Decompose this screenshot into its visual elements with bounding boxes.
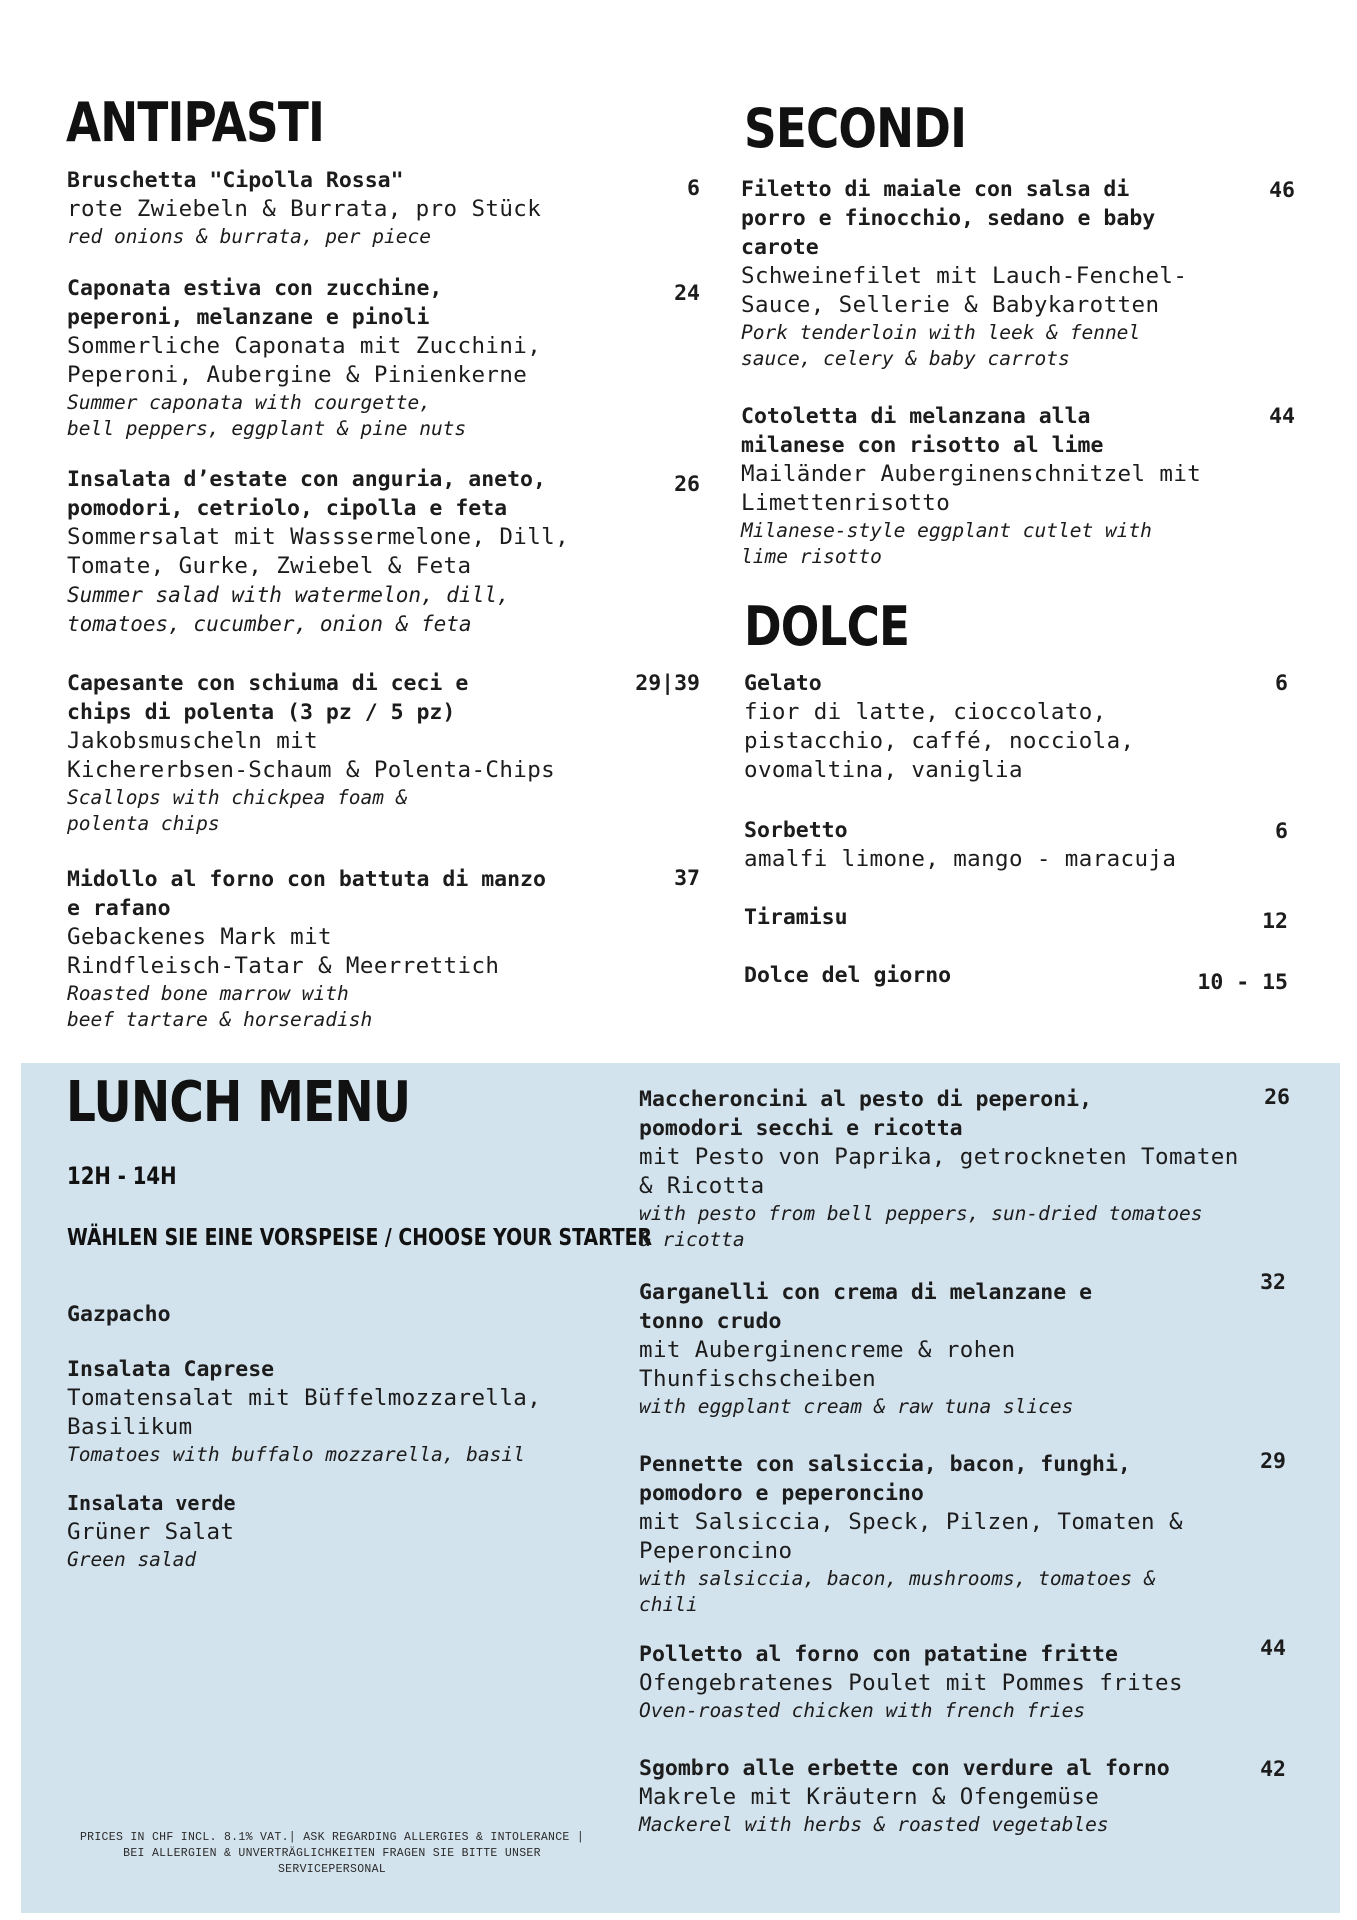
dish-name: Pennette con salsiccia, bacon, funghi, pomodoro e peperoncino: [639, 1452, 1131, 1506]
secondi-heading: SECONDI: [744, 97, 967, 160]
menu-item: [639, 1450, 1279, 1618]
dish-description-en: Green salad: [67, 1548, 197, 1571]
dish-price: 24: [674, 281, 700, 306]
dish-description-en: Mackerel with herbs & roasted vegetables: [639, 1813, 1109, 1836]
dish-price: 37: [674, 866, 700, 891]
dish-description-de: fior di latte, cioccolato, pistacchio, caffé, nocciola, ovomaltina, vaniglia: [744, 699, 1135, 783]
lunch-heading: LUNCH MENU: [66, 1070, 411, 1135]
dish-description-de: rote Zwiebeln & Burrata, pro Stück: [67, 196, 542, 222]
antipasti-heading: ANTIPASTI: [66, 91, 325, 154]
dish-name: Gelato: [744, 671, 822, 696]
dish-description-de: Sommerliche Caponata mit Zucchini, Peperoni, Aubergine & Pinienkerne: [67, 333, 542, 388]
dish-description-de: Makrele mit Kräutern & Ofengemüse: [639, 1784, 1100, 1810]
dish-price: 6: [1275, 671, 1288, 696]
menu-item: [639, 1085, 1279, 1253]
dish-name: Dolce del giorno: [744, 963, 952, 988]
dish-description-en: red onions & burrata, per piece: [67, 225, 431, 248]
dish-name: Cotoletta di melanzana alla milanese con risotto al lime: [741, 404, 1104, 458]
dish-name: Maccheroncini al pesto di peperoni, pomodori secchi e ricotta: [639, 1087, 1093, 1141]
starter-prompt: WÄHLEN SIE EINE VORSPEISE / CHOOSE YOUR STARTER: [67, 1225, 653, 1251]
dish-price: 26: [674, 472, 700, 497]
dish-name: Insalata Caprese: [67, 1357, 275, 1382]
dish-price: 26: [1264, 1085, 1290, 1110]
dish-description-en: Scallops with chickpea foam & polenta chips: [67, 786, 408, 835]
dish-description-en: Summer caponata with courgette, bell peppers, eggplant & pine nuts: [67, 391, 467, 440]
dish-description-en: Summer salad with watermelon, dill, tomatoes, cucumber, onion & feta: [67, 583, 510, 636]
menu-item: [67, 274, 627, 442]
dish-description-de: Jakobsmuscheln mit Kichererbsen-Schaum & Polenta-Chips: [67, 728, 556, 783]
menu-item: [67, 865, 627, 1033]
dish-description-en: Milanese-style eggplant cutlet with lime risotto: [741, 519, 1152, 568]
dish-description-en: with salsiccia, bacon, mushrooms, tomatoes & chili: [639, 1567, 1156, 1616]
dish-description-en: Tomatoes with buffalo mozzarella, basil: [67, 1443, 525, 1466]
dish-description-de: Tomatensalat mit Büffelmozzarella, Basilikum: [67, 1385, 542, 1440]
dish-name: Midollo al forno con battuta di manzo e rafano: [67, 867, 546, 921]
dish-description-de: Gebackenes Mark mit Rindfleisch-Tatar & Meerrettich: [67, 924, 500, 979]
dish-name: Insalata d’estate con anguria, aneto, pomodori, cetriolo, cipolla e feta: [67, 467, 546, 521]
menu-item: [744, 903, 1144, 932]
dish-description-de: mit Pesto von Paprika, getrockneten Tomaten & Ricotta: [639, 1144, 1239, 1199]
dolce-heading: DOLCE: [744, 595, 910, 658]
dish-description-en: Roasted bone marrow with beef tartare & horseradish: [67, 982, 373, 1031]
menu-item: [741, 402, 1251, 570]
dish-description-de: Sommersalat mit Wasssermelone, Dill, Tomate, Gurke, Zwiebel & Feta: [67, 524, 570, 579]
starter-item: [67, 1300, 627, 1329]
dish-price: 29: [1260, 1449, 1286, 1474]
dish-name: Polletto al forno con patatine fritte: [639, 1642, 1118, 1667]
footer-line: BEI ALLERGIEN & UNVERTRÄGLICHKEITEN FRAGEN SIE BITTE UNSER: [123, 1847, 541, 1860]
dish-description-de: mit Auberginencreme & rohen Thunfischscheiben: [639, 1337, 1016, 1392]
dish-name: Garganelli con crema di melanzane e tonno crudo: [639, 1280, 1093, 1334]
lunch-hours: 12H - 14H: [67, 1162, 177, 1190]
dish-description-de: Grüner Salat: [67, 1519, 235, 1545]
menu-item: [67, 166, 627, 250]
menu-item: [639, 1278, 1279, 1420]
dish-name: Tiramisu: [744, 905, 848, 930]
footer-line: PRICES IN CHF INCL. 8.1% VAT.| ASK REGARDING ALLERGIES & INTOLERANCE |: [79, 1831, 585, 1844]
dish-description-de: Mailänder Auberginenschnitzel mit Limettenrisotto: [741, 461, 1202, 516]
dish-price: 44: [1260, 1636, 1286, 1661]
dish-description-en: Pork tenderloin with leek & fennel sauce, celery & baby carrots: [741, 321, 1141, 370]
menu-item: [639, 1640, 1279, 1724]
dish-price: 46: [1269, 178, 1295, 203]
dish-description-en: Oven-roasted chicken with french fries: [639, 1699, 1086, 1722]
menu-item: [67, 465, 627, 639]
starter-item: [67, 1489, 627, 1573]
dish-name: Gazpacho: [67, 1302, 171, 1327]
dish-description-en: with eggplant cream & raw tuna slices: [639, 1395, 1074, 1418]
dish-name: Insalata verde: [67, 1491, 236, 1515]
dish-name: Bruschetta "Cipolla Rossa": [67, 168, 404, 193]
menu-item: [744, 816, 1224, 874]
dish-description-en: with pesto from bell peppers, sun-dried tomatoes & ricotta: [639, 1202, 1203, 1251]
menu-item: [741, 175, 1251, 372]
dish-description-de: amalfi limone, mango - maracuja: [744, 846, 1177, 872]
dish-price: 10 - 15: [1197, 970, 1288, 995]
dish-name: Sgombro alle erbette con verdure al forno: [639, 1756, 1170, 1781]
dish-price: 6: [687, 176, 700, 201]
menu-item: [744, 961, 1144, 990]
dish-price: 42: [1260, 1757, 1286, 1782]
dish-price: 6: [1275, 819, 1288, 844]
price-allergy-note: [52, 1830, 612, 1878]
footer-line: SERVICEPERSONAL: [277, 1863, 387, 1876]
dish-price: 32: [1260, 1270, 1286, 1295]
dish-name: Capesante con schiuma di ceci e chips di polenta (3 pz / 5 pz): [67, 671, 469, 725]
dish-name: Caponata estiva con zucchine, peperoni, melanzane e pinoli: [67, 276, 443, 330]
dish-price: 12: [1262, 909, 1288, 934]
dish-name: Filetto di maiale con salsa di porro e finocchio, sedano e baby carote: [741, 177, 1156, 260]
dish-description-de: mit Salsiccia, Speck, Pilzen, Tomaten & Peperoncino: [639, 1509, 1183, 1564]
menu-item: [67, 669, 627, 837]
menu-item: [639, 1754, 1279, 1838]
dish-price: 29|39: [635, 671, 700, 696]
dish-price: 44: [1269, 404, 1295, 429]
dish-description-de: Ofengebratenes Poulet mit Pommes frites: [639, 1670, 1183, 1696]
starter-item: [67, 1355, 627, 1468]
dish-name: Sorbetto: [744, 818, 848, 843]
dish-description-de: Schweinefilet mit Lauch-Fenchel- Sauce, Sellerie & Babykarotten: [741, 263, 1188, 318]
menu-item: [744, 669, 1224, 785]
